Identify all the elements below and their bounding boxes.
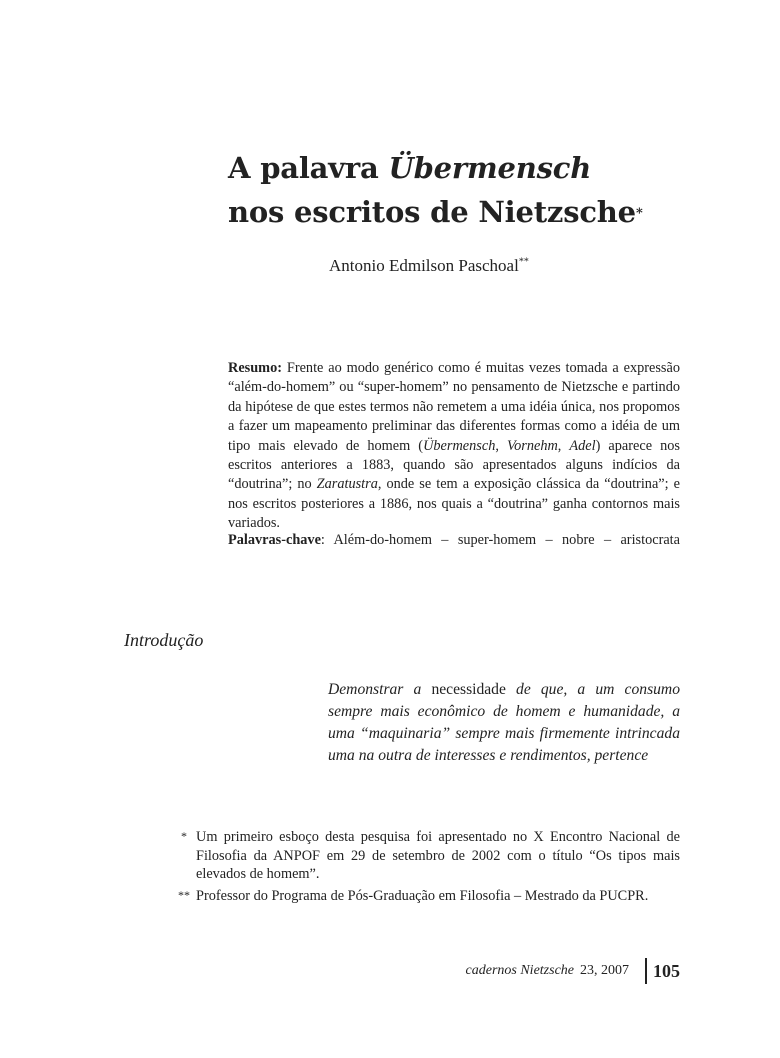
- abstract-term-vornehm: Vornehm: [506, 437, 558, 454]
- abstract-separator: ,: [557, 437, 570, 454]
- epigraph-text-1: Demonstrar a: [328, 681, 432, 698]
- abstract-text-2: ) aparece nos escritos anteriores a 1883, quando são apresentados alguns indícios da “doutrina”; no: [228, 437, 680, 493]
- title-line1-prefix: A palavra: [228, 151, 389, 185]
- epigraph-emphasis: necessidade: [431, 681, 506, 698]
- keywords-text: : Além-do-homem – super-homem – nobre – aristocrata: [320, 532, 680, 548]
- abstract: [228, 359, 680, 534]
- article-title: [228, 146, 688, 234]
- footnote-text: Um primeiro esboço desta pesquisa foi apresentado no X Encontro Nacional de Filosofia da ANPOF em 29 de setembro de 2002 com o título “Os tipos mais elevados de homem”.: [196, 829, 680, 882]
- footnote: [172, 828, 680, 884]
- abstract-term-ubermensch: Übermensch: [423, 437, 496, 454]
- section-title: Introdução: [124, 630, 204, 650]
- author-line: [329, 256, 529, 276]
- footnote-text: Professor do Programa de Pós-Graduação em Filosofia – Mestrado da PUCPR.: [196, 887, 649, 904]
- keywords: [228, 532, 680, 549]
- abstract-paragraph: [228, 359, 680, 534]
- abstract-label: Resumo:: [228, 360, 283, 376]
- page-footer: [466, 958, 680, 984]
- abstract-term-adel: Adel: [569, 437, 596, 454]
- abstract-text-1: Frente ao modo genérico como é muitas vezes tomada a expressão “além-do-homem” ou “super-homem” no pensamento de Nietzsche e partindo da hipótese de que estes termos não remetem a uma idéia única, nos propomos a fazer um mapeamento preliminar das diferentes formas como a idéia de um tipo mais elevado de homem (: [228, 360, 680, 454]
- journal-name: cadernos Nietzsche: [465, 963, 574, 978]
- title-line1-italic: Übermensch: [388, 151, 592, 185]
- title-line2: nos escritos de Nietzsche: [228, 195, 636, 229]
- footnote-mark: *: [181, 829, 187, 843]
- epigraph-text-2: de que, a um consumo sempre mais econômico de homem e humanidade, a uma “maquinaria” sempre mais firmemente intrincada uma na outra de interesses e rendimentos, pertence: [328, 681, 680, 764]
- epigraph: [328, 679, 680, 767]
- title-footnote-marker: *: [635, 206, 643, 221]
- footnote: [172, 887, 680, 906]
- footer-divider: [645, 958, 647, 984]
- author-name: Antonio Edmilson Paschoal: [329, 256, 519, 275]
- author-footnote-marker: **: [518, 256, 529, 268]
- abstract-term-zaratustra: Zaratustra: [316, 476, 378, 493]
- journal-issue: 23, 2007: [580, 963, 629, 978]
- keywords-label: Palavras-chave: [228, 532, 321, 548]
- footnotes: [172, 828, 680, 908]
- abstract-separator: ,: [495, 437, 507, 454]
- footnote-mark: **: [178, 887, 190, 902]
- abstract-text-3: , onde se tem a exposição clássica da “doutrina”; e nos escritos posteriores a 1886, nos quais a “doutrina” ganha contornos mais variados.: [228, 476, 680, 532]
- page-number: 105: [653, 960, 680, 981]
